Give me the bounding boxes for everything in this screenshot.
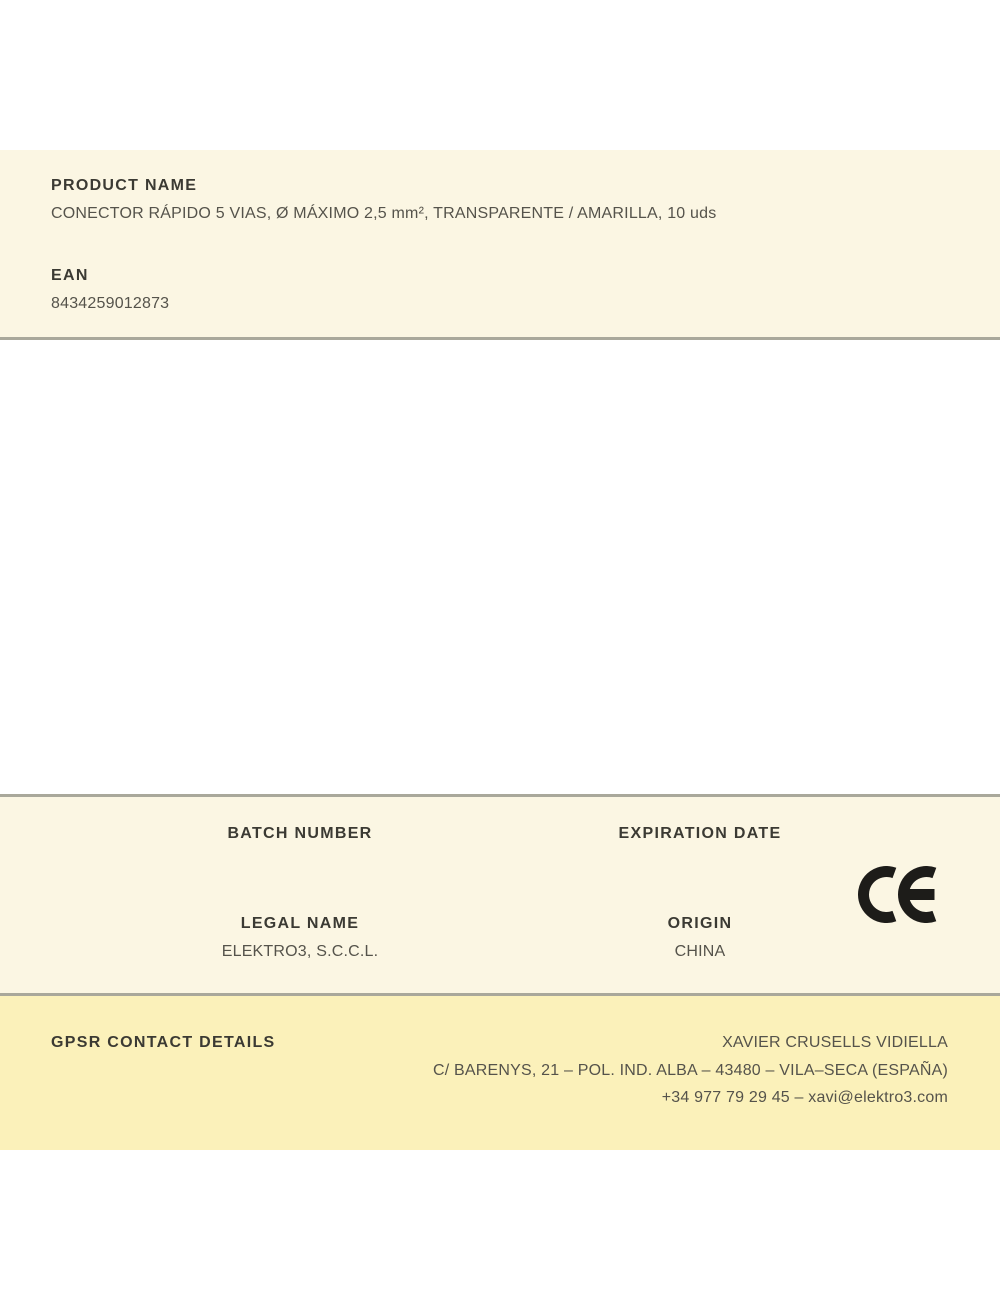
gpsr-contact-details [433, 1029, 948, 1112]
origin-value: CHINA [674, 943, 726, 960]
bottom-margin [0, 1150, 1000, 1300]
legal-name-value: ELEKTRO3, S.C.C.L. [221, 943, 379, 960]
ean-value: 8434259012873 [51, 295, 170, 312]
contact-phone-email: +34 977 79 29 45 – xavi@elektro3.com [661, 1089, 948, 1106]
traceability-section [0, 794, 1000, 996]
product-name-value: CONECTOR RÁPIDO 5 VIAS, Ø MÁXIMO 2,5 mm², TRANSPARENTE / AMARILLA, 10 uds [51, 205, 717, 222]
top-margin [0, 0, 1000, 150]
expiration-date-value [500, 845, 900, 913]
gpsr-contact-section [0, 996, 1000, 1150]
expiration-date-cell [500, 823, 900, 913]
ean-label: EAN [51, 267, 89, 284]
origin-label: ORIGIN [667, 915, 733, 932]
legal-name-cell [100, 913, 500, 963]
ce-mark-icon [858, 866, 938, 923]
contact-address: C/ BARENYS, 21 – POL. IND. ALBA – 43480 – VILA–SECA (ESPAÑA) [432, 1061, 948, 1079]
batch-number-label: BATCH NUMBER [227, 825, 373, 842]
legal-name-label: LEGAL NAME [240, 915, 360, 932]
batch-number-cell [100, 823, 500, 913]
product-name-label: PRODUCT NAME [51, 177, 198, 194]
batch-number-value [100, 845, 500, 913]
blank-middle-area [0, 340, 1000, 794]
gpsr-contact-label: GPSR CONTACT DETAILS [51, 1034, 276, 1051]
product-info-section [0, 150, 1000, 340]
contact-person-name: XAVIER CRUSELLS VIDIELLA [722, 1034, 948, 1051]
origin-cell [500, 913, 900, 963]
expiration-date-label: EXPIRATION DATE [618, 825, 782, 842]
